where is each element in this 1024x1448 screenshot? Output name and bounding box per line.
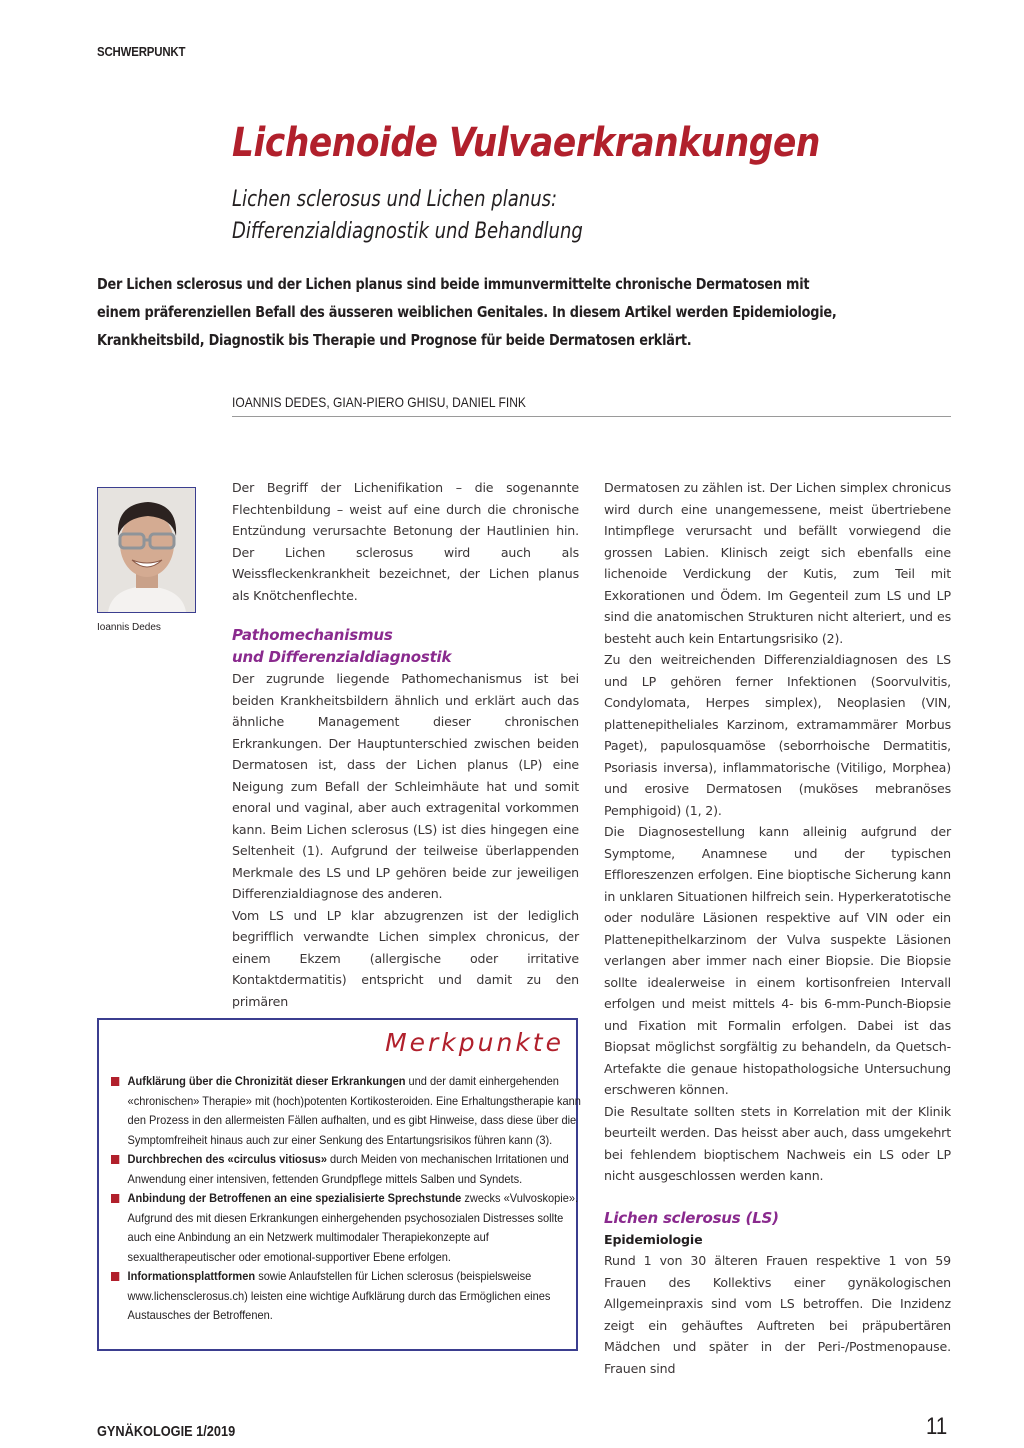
lead-line: einem präferenziellen Befall des äusseren weiblichen Genitales. In diesem Artikel werden Epidemiologie, (97, 303, 837, 321)
list-item (111, 1189, 582, 1267)
lead-line: Der Lichen sclerosus und der Lichen planus sind beide immunvermittelte chronische Dermatosen mit (97, 275, 810, 293)
subtitle-line: Lichen sclerosus und Lichen planus: (232, 187, 558, 212)
square-bullet-icon (111, 1194, 119, 1203)
section-heading: Lichen sclerosus (LS) (604, 1208, 779, 1227)
box-title: Merkpunkte (385, 1028, 564, 1057)
article-subtitle (232, 184, 583, 248)
paragraph: Vom LS und LP klar abzugrenzen ist der lediglich begrifflich verwandte Lichen simplex chronicus, der einem Ekzem (allergische oder irritative Kontaktdermatitis) entspricht und damit zu den primären (232, 907, 579, 1009)
item-text: durch Meiden von mechanischen Irritationen und Anwendung einer intensiven, fettenden Grundpflege mittels Salben und Syndets. (127, 1152, 569, 1186)
list-item (111, 1072, 582, 1150)
item-text: sowie Anlaufstellen für Lichen sclerosus (beispielsweise www.lichensclerosus.ch) leisten eine wichtige Aufklärung durch das Ermöglichen eines Austausches der Betroffenen. (127, 1269, 551, 1322)
column-middle (232, 477, 579, 1012)
merkpunkte-box (97, 1018, 581, 1351)
paragraph: Rund 1 von 30 älteren Frauen respektive 1 von 59 Frauen des Kollektivs einer gynäkologischen Allgemeinpraxis sind vom LS betroffen. Die Inzidenz zeigt ein gehäuftes Auftreten bei präpubertären Mädchen und später in der Peri-/Postmenopause. Frauen sind (604, 1253, 951, 1376)
item-bold: Aufklärung über die Chronizität dieser Erkrankungen (127, 1074, 406, 1088)
subtitle-line: Differenzialdiagnostik und Behandlung (232, 219, 583, 244)
square-bullet-icon (111, 1272, 119, 1281)
paragraph: Der Begriff der Lichenifikation – die sogenannte Flechtenbildung – weist auf eine durch die chronische Entzündung verursachte Betonung der Hautlinien hin. Der Lichen sclerosus wird auch als Weissfleckenkrankheit bezeichnet, der Lichen planus als Knötchenflechte. (232, 480, 579, 603)
list-item (111, 1267, 582, 1326)
lead-line: Krankheitsbild, Diagnostik bis Therapie und Prognose für beide Dermatosen erklärt. (97, 331, 692, 349)
paragraph: Die Diagnosestellung kann alleinig aufgrund der Symptome, Anamnese und der typischen Effloreszenzen erfolgen. Eine bioptische Sicherung kann in unklaren Situationen hilfreich sein. Hyperkeratotische oder noduläre Läsionen respektive auf VIN oder ein Plattenepithelkarzinom der Vulva suspekte Läsionen verlangen aber immer nach einer Biopsie. Die Biopsie sollte idealerweise in einem kortisonfreien Intervall erfolgen und meist mittels 4- bis 6-mm-Punch-Biopsie und Fixation mit Formalin erfolgen. Dabei ist das Biopsat möglichst sorgfältig zu behandeln, da Quetsch-Artefakte die genaue histopathologsiche Untersuchung erschweren können. (604, 824, 951, 1097)
item-bold: Durchbrechen des «circulus vitiosus» (127, 1152, 327, 1166)
photo-caption: Ioannis Dedes (97, 622, 161, 633)
square-bullet-icon (111, 1155, 119, 1164)
paragraph: Zu den weitreichenden Differenzialdiagnosen des LS und LP gehören ferner Infektionen (Soorvulvitis, Condylomata, Herpes simplex), Neoplasien (VIN, plattenepitheliales Karzinom, extramammärer Morbus Paget), papulosquamöse (seborrhoische Dermatitis, Psoriasis inversa), inflammatorische (Vitiligo, Morphea) und erosive Dermatosen (muköses mebranöses Pemphigoid) (1, 2). (604, 652, 951, 818)
item-bold: Anbindung der Betroffenen an eine spezialisierte Sprechstunde (127, 1191, 462, 1205)
paragraph: Der zugrunde liegende Pathomechanismus ist bei beiden Krankheitsbildern ähnlich und erklärt auch das ähnliche Management dieser chronischen Erkrankungen. Der Hauptunterschied zwischen beiden Dermatosen ist, dass der Lichen planus (LP) eine Neigung zum Befall der Schleimhäute hat und somit enoral und vaginal, aber auch extragenital vorkommen kann. Beim Lichen sclerosus (LS) ist dies hingegen eine Seltenheit (1). Aufgrund der teilweise überlappenden Merkmale des LS und LP gehören beide zur jeweiligen Differenzialdiagnose des anderen. (232, 671, 579, 901)
lead-paragraph (97, 270, 952, 354)
divider (232, 416, 951, 417)
list-item (111, 1150, 582, 1189)
paragraph: Dermatosen zu zählen ist. Der Lichen simplex chronicus wird durch eine unangemessene, meist übertriebene Intimpflege verursacht und befällt vorwiegend die grossen Labien. Klinisch zeigt sich ebenfalls eine lichenoide Verdickung der Kutis, zum Teil mit Exkorationen und Ödem. Im Gegenteil zum LS und LP sind die anatomischen Strukturen nicht alteriert, und es besteht auch kein Entartungsrisiko (2). (604, 480, 951, 646)
sub-heading: Epidemiologie (604, 1231, 703, 1247)
item-text: und der damit einhergehenden «chronischen» Therapie» mit (hoch)potenten Kortikosteroiden. Eine Erhaltungstherapie kann den Prozess in den allermeisten Fällen aufhalten, und es gibt Hinweise, dass diese über die Symptomfreiheit hinaus auch zur einer Senkung des Entartungsrisikos führen kann (3). (127, 1074, 581, 1147)
heading-line: Pathomechanismus (232, 626, 393, 644)
section-label: SCHWERPUNKT (97, 44, 186, 59)
author-line: IOANNIS DEDES, GIAN-PIERO GHISU, DANIEL FINK (232, 394, 526, 410)
paragraph: Die Resultate sollten stets in Korrelation mit der Klinik beurteilt werden. Das heisst aber auch, dass umgekehrt bei fehlendem bioptischem Nachweis ein LS oder LP nicht ausgeschlossen werden kann. (604, 1103, 951, 1183)
article-title: Lichenoide Vulvaerkrankungen (232, 120, 820, 166)
heading-line: und Differenzialdiagnostik (232, 648, 452, 666)
author-portrait-icon (97, 487, 196, 613)
section-heading (232, 624, 579, 668)
square-bullet-icon (111, 1077, 119, 1086)
item-bold: Informationsplattformen (127, 1269, 256, 1283)
key-points-list (111, 1072, 581, 1326)
item-text: zwecks «Vulvoskopie». Aufgrund des mit diesen Erkrankungen einhergehenden psychosozialen Distresses sollte auch eine Anbindung an ein Netzwerk multimodaler Therapiekonzepte auf sexualtherapeutischer oder emotional-supportiver Ebene erfolgen. (127, 1191, 579, 1264)
column-right (604, 477, 951, 1379)
page-number: 11 (926, 1413, 948, 1440)
journal-issue: GYNÄKOLOGIE 1/2019 (97, 1423, 236, 1440)
